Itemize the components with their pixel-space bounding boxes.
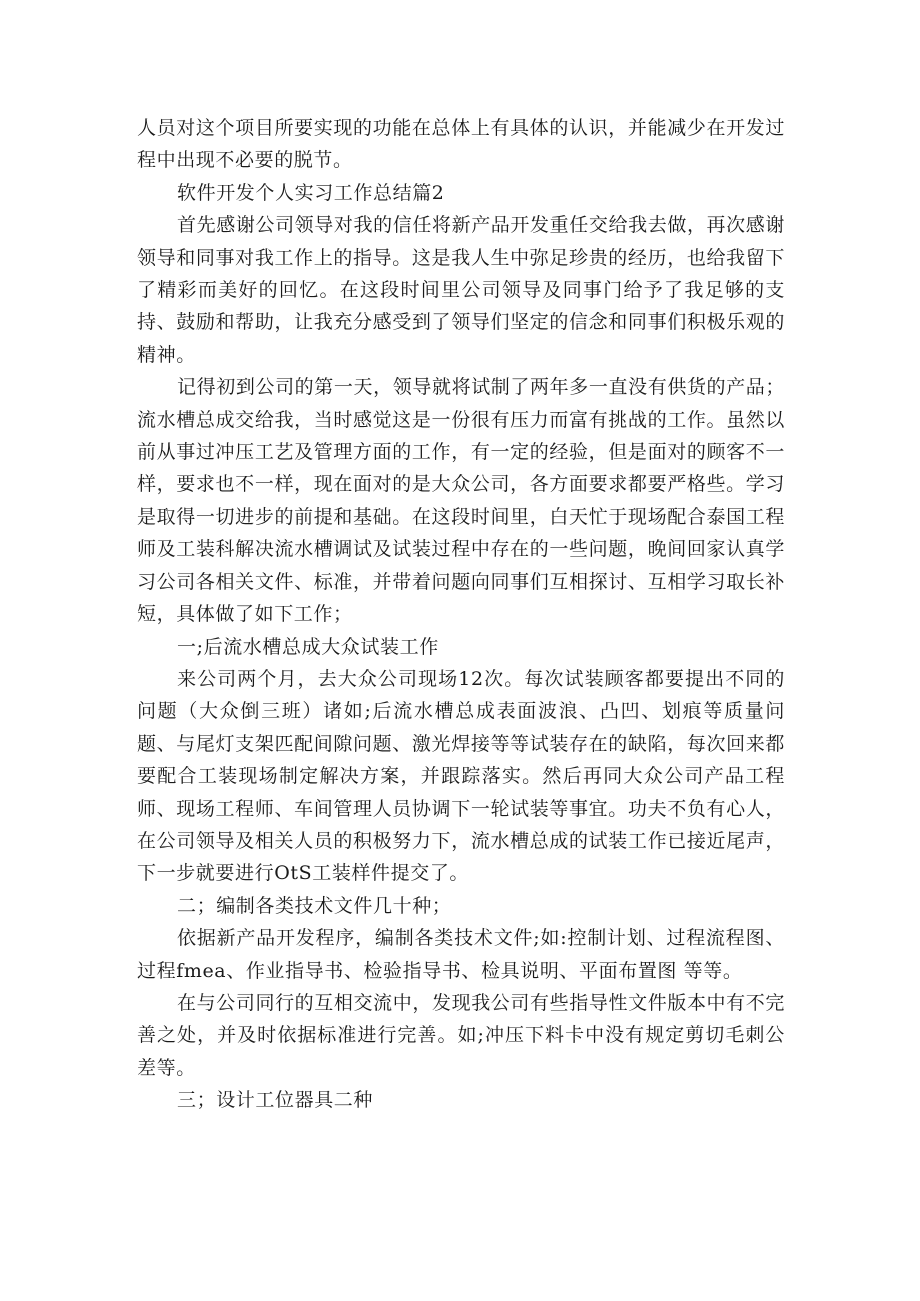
paragraph-tech-docs: 依据新产品开发程序，编制各类技术文件;如:控制计划、过程流程图、过程fmea、作业指导书、检验指导书、检具说明、平面布置图 等等。 (137, 927, 785, 982)
item-heading-1: 一;后流水槽总成大众试装工作 (177, 635, 439, 658)
paragraph-trial-assembly: 来公司两个月，去大众公司现场12次。每次试装顾客都要提出不同的问题（大众倒三班）诸如;后流水槽总成表面波浪、凸凹、划痕等质量问题、与尾灯支架匹配间隙问题、激光焊接等等试装存在的缺陷，每次回来都要配合工装现场制定解决方案，并跟踪落实。然后再同大众公司产品工程师、现场工程师、车间管理人员协调下一轮试装等事宜。功夫不负有心人，在公司领导及相关人员的积极努力下，流水槽总成的试装工作已接近尾声，下一步就要进行OtS工装样件提交了。 (137, 667, 785, 885)
paragraph-improvement: 在与公司同行的互相交流中，发现我公司有些指导性文件版本中有不完善之处，并及时依据标准进行完善。如;冲压下料卡中没有规定剪切毛刺公差等。 (137, 991, 785, 1079)
document-body (137, 112, 785, 1117)
section-heading: 软件开发个人实习工作总结篇2 (177, 181, 445, 204)
item-heading-3: 三；设计工位器具二种 (177, 1089, 374, 1112)
paragraph-thanks: 首先感谢公司领导对我的信任将新产品开发重任交给我去做，再次感谢领导和同事对我工作上的指导。这是我人生中弥足珍贵的经历，也给我留下了精彩而美好的回忆。在这段时间里公司领导及同事门给予了我足够的支持、鼓励和帮助，让我充分感受到了领导们坚定的信念和同事们积极乐观的精神。 (137, 214, 785, 366)
paragraph-continuation: 人员对这个项目所要实现的功能在总体上有具体的认识，并能减少在开发过程中出现不必要的脱节。 (137, 117, 785, 172)
item-heading-2: 二；编制各类技术文件几十种； (177, 894, 452, 917)
paragraph-first-day: 记得初到公司的第一天，领导就将试制了两年多一直没有供货的产品；流水槽总成交给我，当时感觉这是一份很有压力而富有挑战的工作。虽然以前从事过冲压工艺及管理方面的工作，有一定的经验，但是面对的顾客不一样，要求也不一样，现在面对的是大众公司，各方面要求都要严格些。学习是取得一切进步的前提和基础。在这段时间里，白天忙于现场配合泰国工程师及工装科解决流水槽调试及试装过程中存在的一些问题，晚间回家认真学习公司各相关文件、标准，并带着问题向同事们互相探讨、互相学习取长补短，具体做了如下工作； (137, 376, 785, 626)
